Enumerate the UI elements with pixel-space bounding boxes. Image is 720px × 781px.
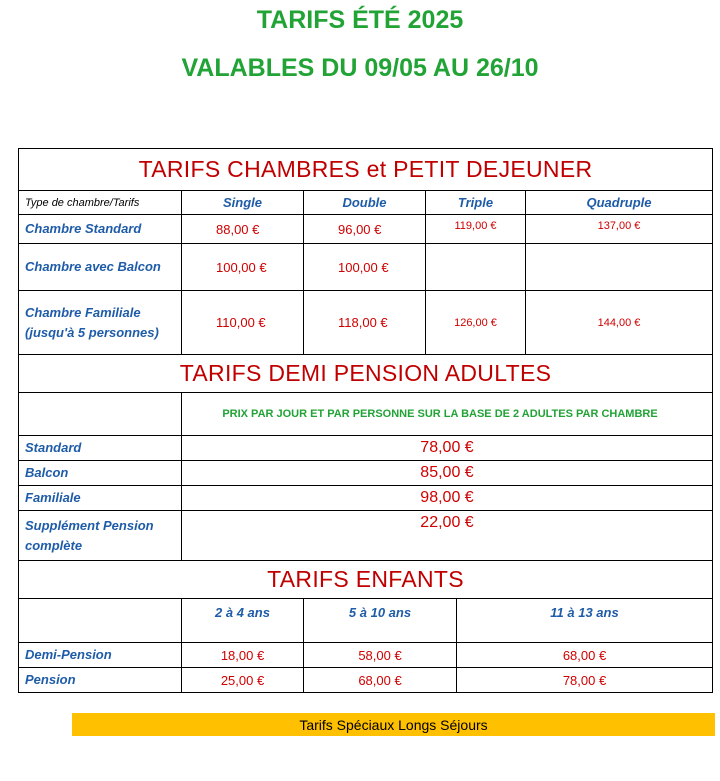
price-cell: 78,00 € — [562, 672, 607, 688]
room-label-standard: Chambre Standard — [25, 221, 142, 236]
price-cell: 58,00 € — [358, 647, 402, 663]
price-cell: 68,00 € — [562, 647, 607, 663]
price-cell: 144,00 € — [597, 316, 641, 329]
price-cell: 68,00 € — [358, 672, 402, 688]
half-board-note: PRIX PAR JOUR ET PAR PERSONNE SUR LA BASE DE 2 ADULTES PAR CHAMBRE — [222, 407, 658, 420]
col-double: Double — [342, 195, 387, 210]
price-cell: 137,00 € — [597, 220, 641, 232]
price-cell: 100,00 € — [338, 259, 389, 275]
rooms-section-title: TARIFS CHAMBRES et PETIT DEJEUNER — [138, 156, 593, 182]
half-board-label: Familiale — [25, 490, 81, 505]
price-cell: 126,00 € — [454, 316, 497, 329]
children-section-title: TARIFS ENFANTS — [267, 566, 464, 592]
col-triple: Triple — [457, 195, 494, 210]
col-quadruple: Quadruple — [586, 195, 652, 210]
half-board-price: 85,00 € — [420, 464, 474, 481]
half-board-price: 78,00 € — [420, 439, 474, 456]
price-cell: 110,00 € — [216, 315, 266, 330]
col-age-5-10: 5 à 10 ans — [348, 604, 412, 620]
half-board-section-title: TARIFS DEMI PENSION ADULTES — [179, 360, 552, 386]
col-age-2-4: 2 à 4 ans — [215, 604, 270, 620]
room-label-balcony: Chambre avec Balcon — [25, 259, 161, 274]
long-stay-banner: Tarifs Spéciaux Longs Séjours — [72, 713, 715, 736]
children-label: Demi-Pension — [25, 647, 112, 662]
price-cell: 96,00 € — [338, 221, 382, 237]
half-board-label: Balcon — [25, 465, 69, 480]
half-board-price: 22,00 € — [420, 514, 474, 531]
half-board-label: Standard — [25, 440, 82, 455]
corner-label: Type de chambre/Tarifs — [25, 196, 140, 209]
room-label-family: Chambre Familiale (jusqu'à 5 personnes) — [25, 304, 159, 340]
half-board-label: Supplément Pension complète — [25, 517, 154, 553]
price-cell: 25,00 € — [220, 672, 265, 688]
col-age-11-13: 11 à 13 ans — [550, 604, 619, 620]
half-board-price: 98,00 € — [420, 489, 474, 506]
page-title: TARIFS ÉTÉ 2025 — [256, 6, 464, 34]
children-label: Pension — [25, 672, 76, 687]
price-cell: 88,00 € — [216, 221, 260, 237]
col-single: Single — [222, 195, 262, 210]
price-cell: 119,00 € — [454, 220, 497, 232]
price-cell: 118,00 € — [338, 315, 388, 330]
price-cell: 100,00 € — [216, 259, 267, 275]
validity-subtitle: VALABLES DU 09/05 AU 26/10 — [181, 54, 539, 82]
price-cell: 18,00 € — [220, 647, 265, 663]
